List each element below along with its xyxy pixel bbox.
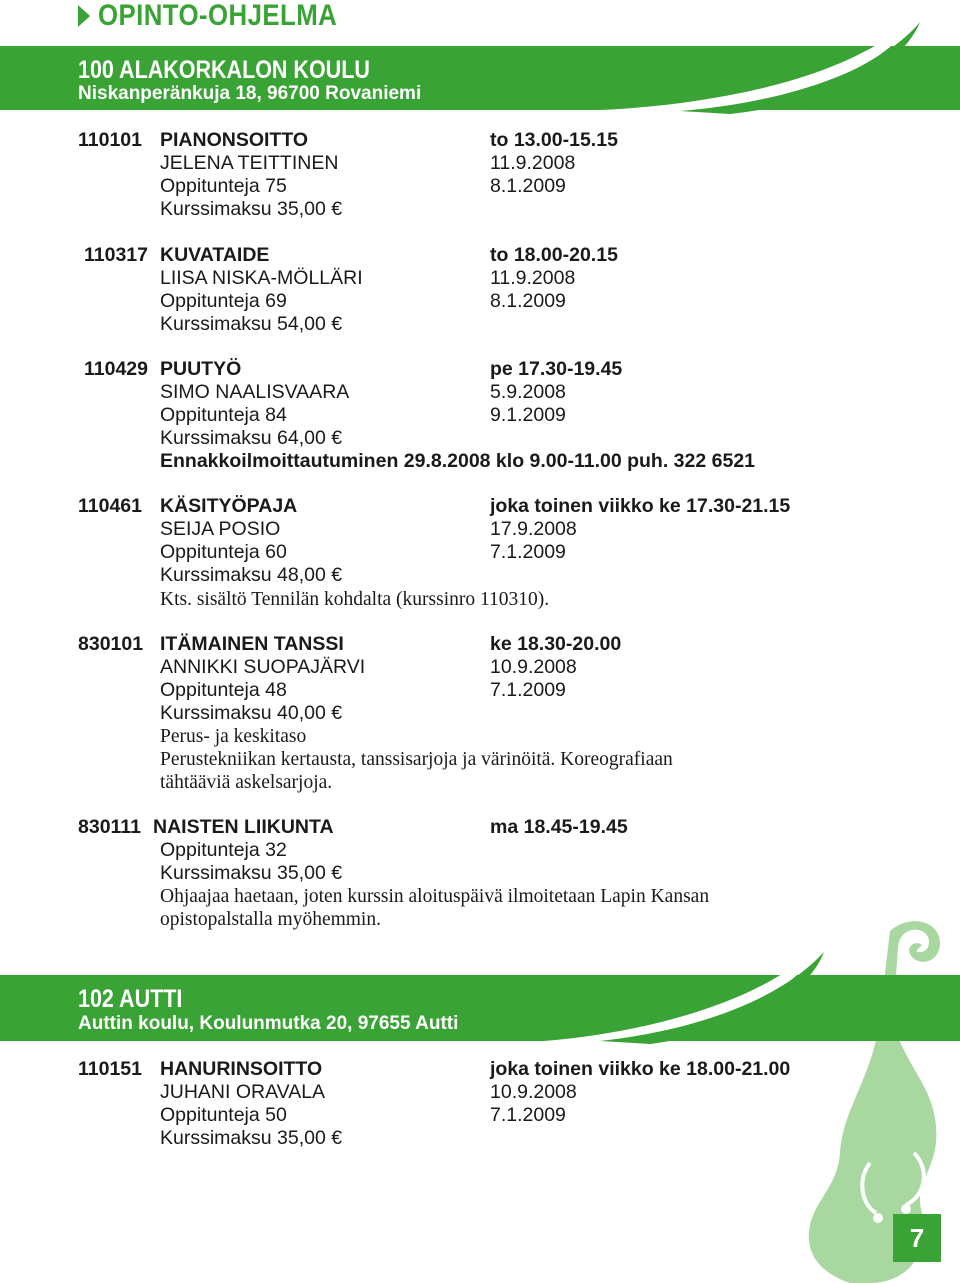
- course-fee: Kurssimaksu 48,00 €: [160, 564, 343, 586]
- course-teacher: SIMO NAALISVAARA: [160, 381, 350, 403]
- course-end-date: 7.1.2009: [490, 1104, 566, 1126]
- course-code: 110151: [78, 1058, 142, 1080]
- course-registration-note: Ennakkoilmoittautuminen 29.8.2008 klo 9.00-11.00 puh. 322 6521: [160, 450, 756, 472]
- course-name: PUUTYÖ: [160, 358, 242, 380]
- course-lessons: Oppitunteja 84: [160, 404, 287, 426]
- course-time: ke 18.30-20.00: [490, 633, 622, 655]
- course-code: 110461: [78, 495, 142, 517]
- course-fee: Kurssimaksu 35,00 €: [160, 1127, 343, 1149]
- course-code: 830101: [78, 633, 144, 655]
- course-code: 110317: [84, 244, 148, 266]
- course-description: Ohjaajaa haetaan, joten kurssin aloituspäivä ilmoitetaan Lapin Kansan: [160, 886, 710, 907]
- course-time: joka toinen viikko ke 17.30-21.15: [490, 495, 791, 517]
- course-end-date: 8.1.2009: [490, 290, 566, 312]
- course-name: KÄSITYÖPAJA: [160, 495, 298, 517]
- course-teacher: SEIJA POSIO: [160, 518, 281, 540]
- course-code: 110429: [84, 358, 148, 380]
- course-teacher: ANNIKKI SUOPAJÄRVI: [160, 656, 366, 678]
- course-description: opistopalstalla myöhemmin.: [160, 909, 381, 930]
- course-time: to 18.00-20.15: [490, 244, 618, 266]
- course-code: 110101: [78, 129, 142, 151]
- page-number: 7: [893, 1214, 941, 1262]
- course-teacher: JUHANI ORAVALA: [160, 1081, 326, 1103]
- course-teacher: LIISA NISKA-MÖLLÄRI: [160, 267, 363, 289]
- course-end-date: 7.1.2009: [490, 679, 566, 701]
- course-end-date: 8.1.2009: [490, 175, 566, 197]
- section-address: Niskanperänkuja 18, 96700 Rovaniemi: [78, 83, 422, 104]
- course-description: tähtääviä askelsarjoja.: [160, 772, 333, 793]
- course-name: PIANONSOITTO: [160, 129, 309, 151]
- course-fee: Kurssimaksu 54,00 €: [160, 313, 343, 335]
- arrow-right-icon: [78, 5, 90, 27]
- course-fee: Kurssimaksu 35,00 €: [160, 198, 343, 220]
- course-start-date: 17.9.2008: [490, 518, 577, 540]
- course-start-date: 11.9.2008: [490, 152, 576, 174]
- course-start-date: 10.9.2008: [490, 656, 577, 678]
- course-description: Perustekniikan kertausta, tanssisarjoja ja värinöitä. Koreografiaan: [160, 749, 673, 770]
- course-level: Perus- ja keskitaso: [160, 726, 307, 747]
- course-name: ITÄMAINEN TANSSI: [160, 633, 344, 655]
- course-lessons: Oppitunteja 32: [160, 839, 287, 861]
- course-teacher: JELENA TEITTINEN: [160, 152, 339, 174]
- course-name: HANURINSOITTO: [160, 1058, 323, 1080]
- course-fee: Kurssimaksu 35,00 €: [160, 862, 343, 884]
- course-description: Kts. sisältö Tennilän kohdalta (kurssinro 110310).: [160, 589, 550, 610]
- course-lessons: Oppitunteja 75: [160, 175, 287, 197]
- course-name: NAISTEN LIIKUNTA: [153, 816, 334, 838]
- section-address: Auttin koulu, Koulunmutka 20, 97655 Autti: [78, 1013, 459, 1034]
- course-time: to 13.00-15.15: [490, 129, 618, 151]
- page-header: [78, 0, 376, 32]
- course-start-date: 10.9.2008: [490, 1081, 577, 1103]
- course-time: ma 18.45-19.45: [490, 816, 628, 838]
- section-banner-alakorkalo: [0, 46, 960, 110]
- course-end-date: 7.1.2009: [490, 541, 566, 563]
- section-title: 102 AUTTI: [78, 985, 183, 1013]
- course-lessons: Oppitunteja 48: [160, 679, 287, 701]
- course-time: pe 17.30-19.45: [490, 358, 623, 380]
- course-lessons: Oppitunteja 69: [160, 290, 287, 312]
- course-end-date: 9.1.2009: [490, 404, 566, 426]
- course-time: joka toinen viikko ke 18.00-21.00: [490, 1058, 791, 1080]
- course-lessons: Oppitunteja 60: [160, 541, 287, 563]
- course-fee: Kurssimaksu 40,00 €: [160, 702, 343, 724]
- course-name: KUVATAIDE: [160, 244, 270, 266]
- course-code: 830111: [78, 816, 141, 838]
- course-start-date: 5.9.2008: [490, 381, 566, 403]
- course-fee: Kurssimaksu 64,00 €: [160, 427, 343, 449]
- section-title: 100 ALAKORKALON KOULU: [78, 56, 370, 84]
- course-lessons: Oppitunteja 50: [160, 1104, 287, 1126]
- course-start-date: 11.9.2008: [490, 267, 576, 289]
- page-title: OPINTO-OHJELMA: [98, 0, 338, 32]
- section-banner-autti: [0, 975, 960, 1041]
